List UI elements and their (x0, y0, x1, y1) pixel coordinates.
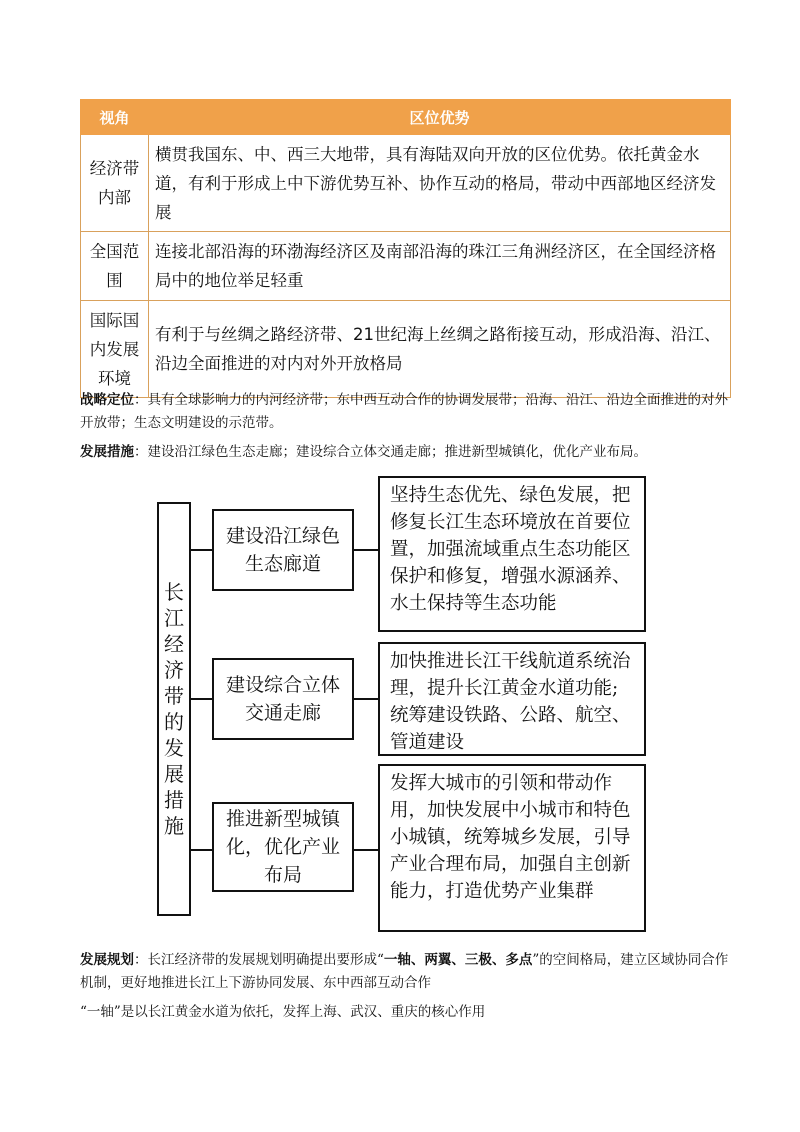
table-row (81, 301, 731, 398)
table-row (81, 135, 731, 232)
strategy-paragraph (80, 389, 730, 435)
branch-title-box: 建设沿江绿色生态廊道 (212, 509, 354, 591)
branch-title-box: 建设综合立体交通走廊 (212, 658, 354, 740)
branch-detail-box: 加快推进长江干线航道系统治理，提升长江黄金水道功能;统筹建设铁路、公路、航空、管道建设 (378, 642, 646, 756)
diagram-main-box: 长江经济带的发展措施 (157, 502, 191, 916)
connector-line (354, 698, 378, 700)
planning-text-2: ”的空间格局，建立区域协同合作机制，更好地推进长江上下游协同发展、东中西部互动合作 (80, 952, 729, 991)
row-desc: 有利于与丝绸之路经济带、21世纪海上丝绸之路衔接互动，形成沿海、沿江、沿边全面推进的对内对外开放格局 (149, 301, 731, 398)
connector-line (191, 698, 212, 700)
branch-detail-box: 发挥大城市的引领和带动作用，加快发展中小城市和特色小城镇，统筹城乡发展，引导产业合理布局，加强自主创新能力，打造优势产业集群 (378, 764, 646, 932)
row-view: 经济带内部 (81, 135, 149, 232)
row-view: 全国范围 (81, 232, 149, 301)
connector-line (191, 549, 212, 551)
connector-line (191, 849, 212, 851)
row-desc: 连接北部沿海的环渤海经济区及南部沿海的珠江三角洲经济区，在全国经济格局中的地位举足轻重 (149, 232, 731, 301)
header-advantage: 区位优势 (149, 100, 731, 135)
measures-paragraph (80, 441, 730, 464)
branch-detail-box: 坚持生态优先、绿色发展，把修复长江生态环境放在首要位置，加强流域重点生态功能区保护和修复，增强水源涵养、水土保持等生态功能 (378, 476, 646, 632)
header-view: 视角 (81, 100, 149, 135)
planning-text-1: ：长江经济带的发展规划明确提出要形成“ (134, 952, 384, 968)
row-desc: 横贯我国东、中、西三大地带，具有海陆双向开放的区位优势。依托黄金水道，有利于形成上中下游优势互补、协作互动的格局，带动中西部地区经济发展 (149, 135, 731, 232)
planning-label: 发展规划 (80, 952, 134, 968)
connector-line (354, 849, 378, 851)
table-header-row (81, 100, 731, 135)
strategy-label: 战略定位 (80, 392, 134, 408)
measures-text: ：建设沿江绿色生态走廊；建设综合立体交通走廊；推进新型城镇化，优化产业布局。 (134, 444, 647, 460)
strategy-text: ：具有全球影响力的内河经济带；东中西互动合作的协调发展带；沿海、沿江、沿边全面推进的对外开放带；生态文明建设的示范带。 (80, 392, 728, 431)
connector-line (354, 549, 378, 551)
table-row (81, 232, 731, 301)
measures-label: 发展措施 (80, 444, 134, 460)
planning-highlight: 一轴、两翼、三极、多点 (383, 952, 533, 968)
planning-paragraph (80, 949, 730, 995)
row-view: 国际国内发展环境 (81, 301, 149, 398)
location-advantage-table (80, 99, 731, 398)
branch-title-box: 推进新型城镇化，优化产业布局 (212, 802, 354, 892)
planning-axis-line: “一轴”是以长江黄金水道为依托，发挥上海、武汉、重庆的核心作用 (80, 1004, 486, 1020)
